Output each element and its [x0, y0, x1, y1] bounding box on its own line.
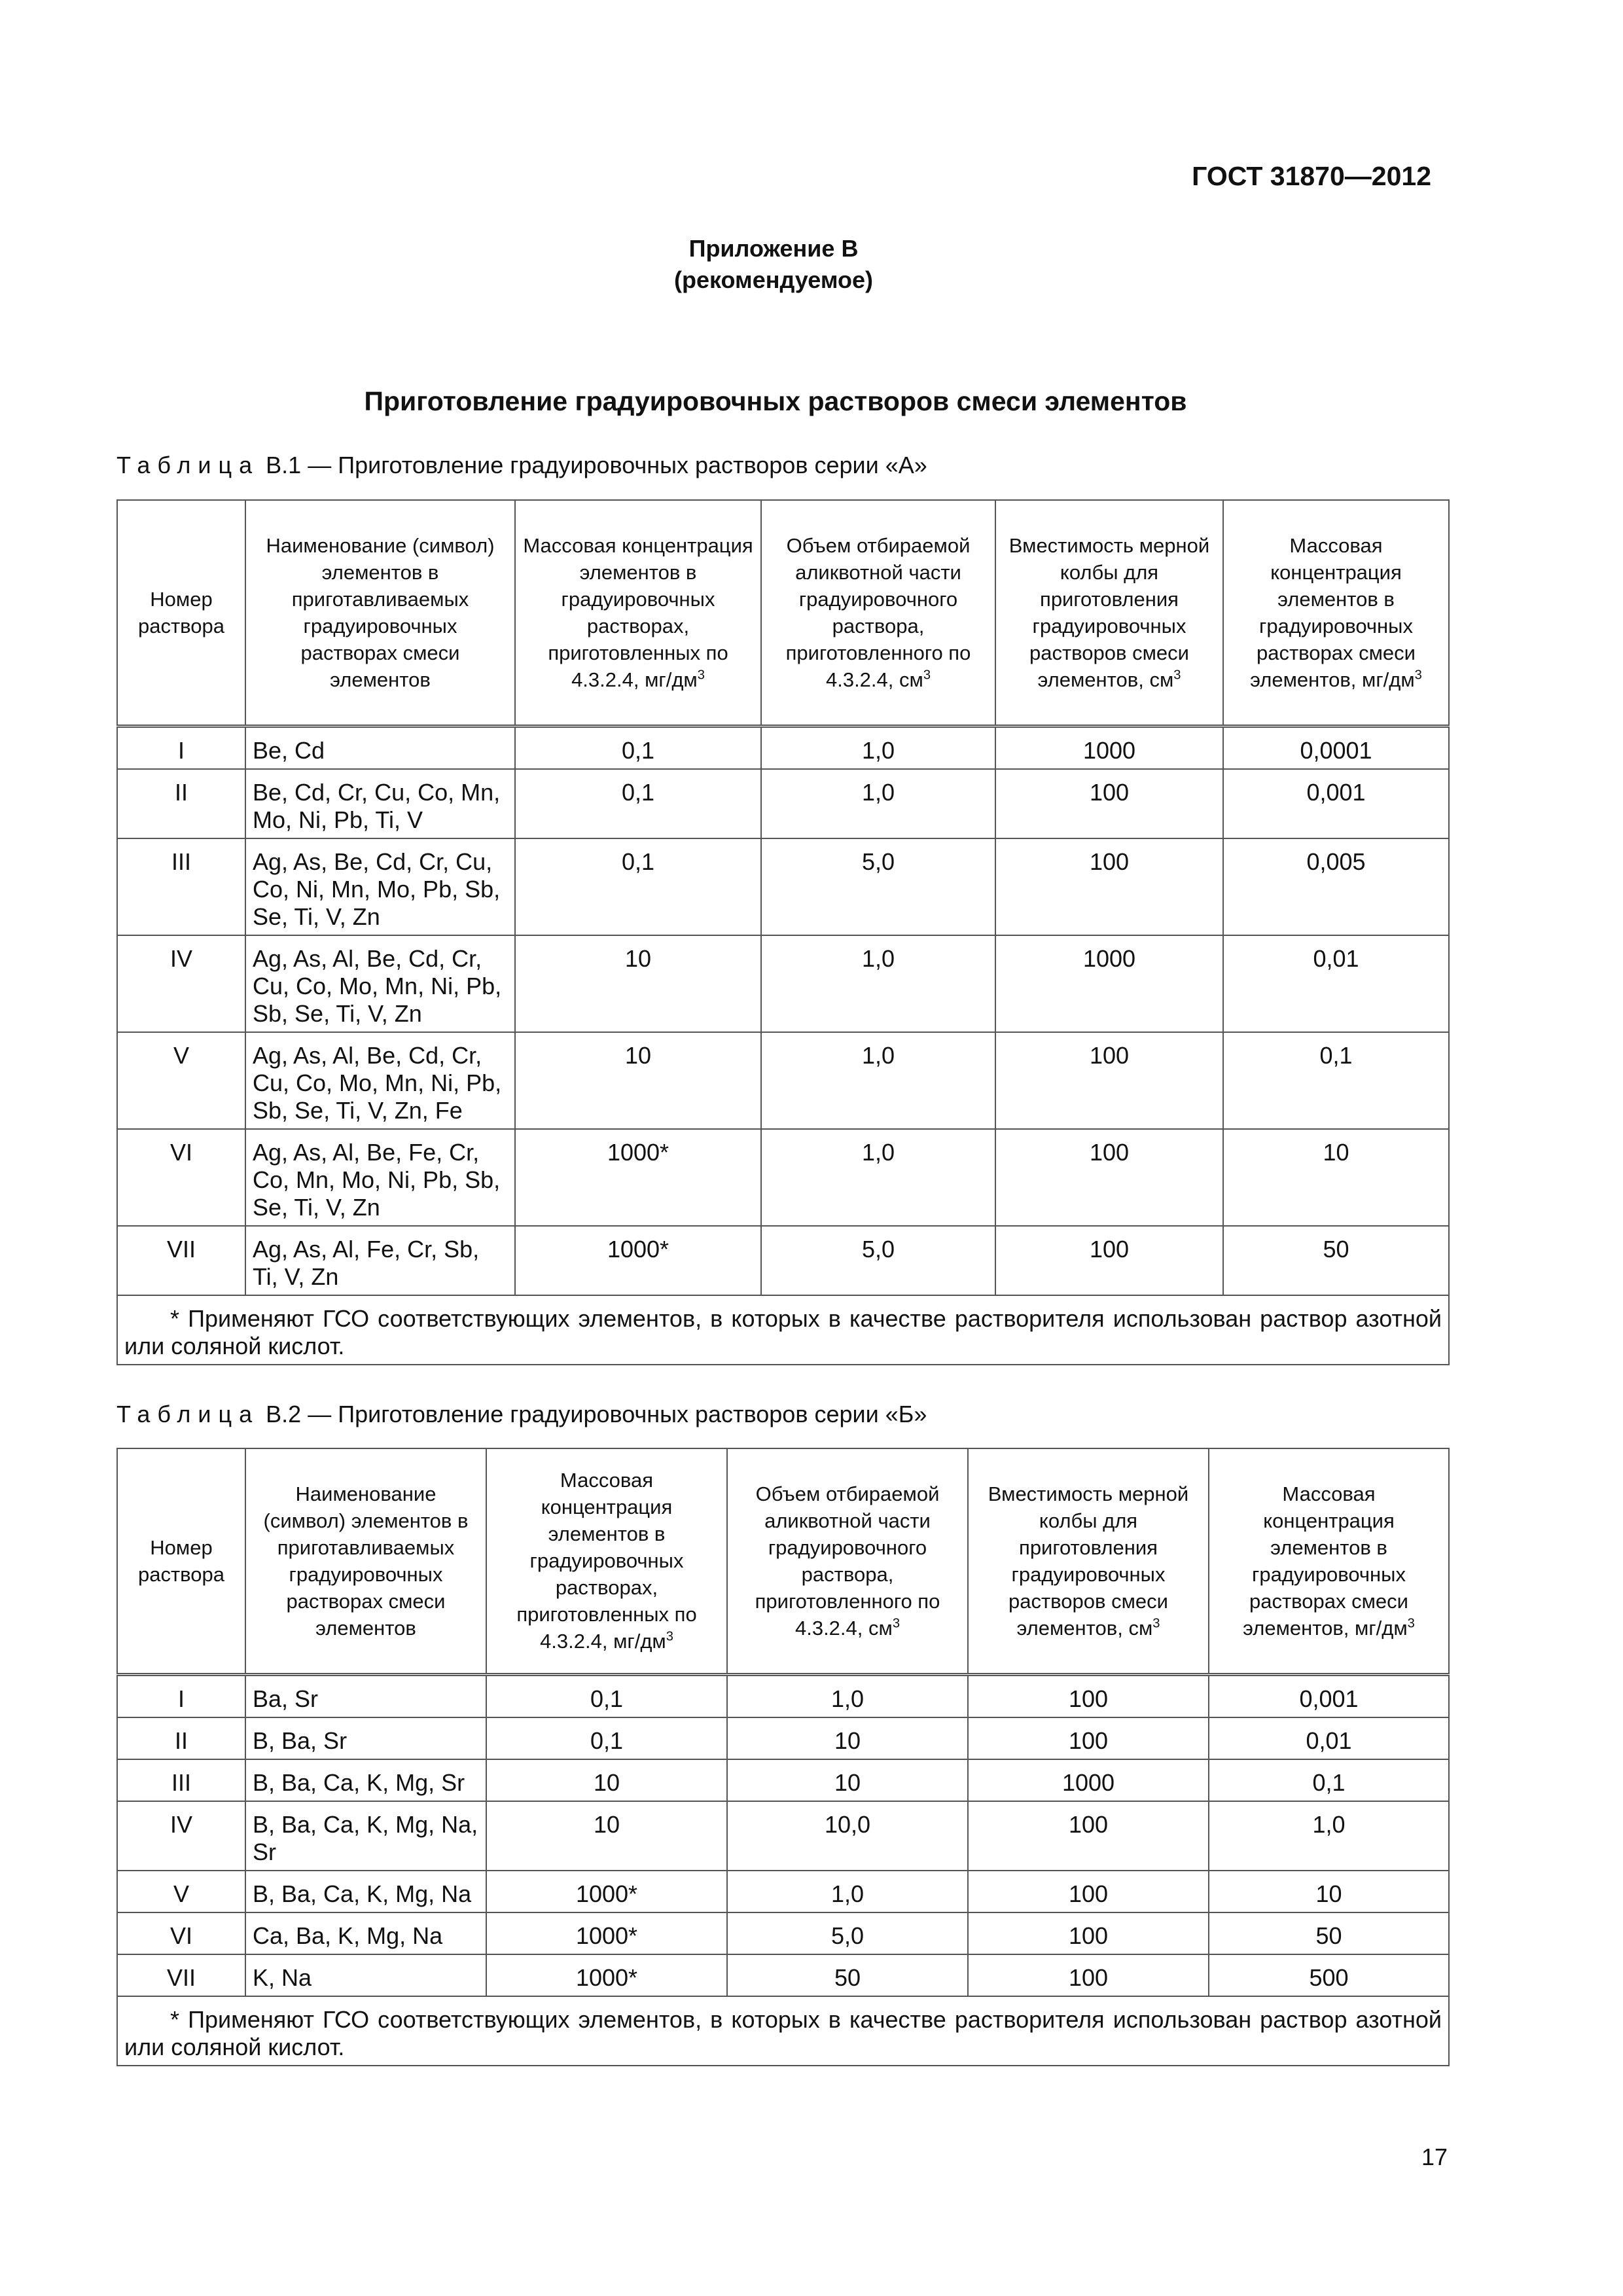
table1-caption	[116, 452, 927, 479]
row-aliquot: 1,0	[727, 1871, 968, 1912]
table1-caption-text: В.1 — Приготовление градуировочных растворов серии «А»	[259, 452, 927, 478]
table-row	[117, 838, 1449, 935]
row-aliquot: 5,0	[761, 1226, 995, 1295]
table1-header-flask-volume: Вместимость мерной колбы для приготовления градуировочных растворов смеси элементов, $см^3$	[995, 500, 1223, 726]
table-row	[117, 1801, 1449, 1871]
row-concentration: 10	[486, 1801, 727, 1871]
row-flask-volume: 100	[995, 1032, 1223, 1129]
row-flask-volume: 100	[968, 1871, 1209, 1912]
row-concentration: 0,1	[486, 1717, 727, 1759]
row-concentration: 10	[486, 1759, 727, 1801]
table-row	[117, 935, 1449, 1032]
row-elements: B, Ba, Ca, K, Mg, Na, Sr	[245, 1801, 486, 1871]
row-mix-concentration: 10	[1223, 1129, 1449, 1226]
row-mix-concentration: 0,1	[1209, 1759, 1449, 1801]
row-number: V	[117, 1032, 245, 1129]
row-number: IV	[117, 935, 245, 1032]
row-mix-concentration: 50	[1223, 1226, 1449, 1295]
table1-header-number: Номер раствора	[117, 500, 245, 726]
row-flask-volume: 100	[995, 1226, 1223, 1295]
row-number: VI	[117, 1912, 245, 1954]
table2-header-number: Номер раствора	[117, 1448, 245, 1674]
row-concentration: 1000*	[515, 1129, 761, 1226]
row-aliquot: 50	[727, 1954, 968, 1996]
row-number: II	[117, 1717, 245, 1759]
row-mix-concentration: 0,0001	[1223, 726, 1449, 769]
row-number: III	[117, 838, 245, 935]
table-row	[117, 1871, 1449, 1912]
row-flask-volume: 1000	[995, 935, 1223, 1032]
row-flask-volume: 1000	[968, 1759, 1209, 1801]
table-row	[117, 769, 1449, 838]
row-mix-concentration: 0,001	[1223, 769, 1449, 838]
table-row	[117, 1226, 1449, 1295]
table1-caption-label: Таблица	[116, 452, 260, 478]
row-mix-concentration: 50	[1209, 1912, 1449, 1954]
row-number: V	[117, 1871, 245, 1912]
row-aliquot: 1,0	[761, 1129, 995, 1226]
table2-header-concentration: Массовая концентрация элементов в градуировочных растворах, приготовленных по 4.3.2.4, $мг/дм^3$	[486, 1448, 727, 1674]
row-concentration: 10	[515, 1032, 761, 1129]
table2-note: * Применяют ГСО соответствующих элементов, в которых в качестве растворителя использован раствор азотной или соляной кислот.	[117, 1996, 1449, 2066]
row-flask-volume: 100	[968, 1717, 1209, 1759]
row-aliquot: 1,0	[727, 1674, 968, 1717]
row-flask-volume: 100	[968, 1954, 1209, 1996]
row-mix-concentration: 0,005	[1223, 838, 1449, 935]
row-flask-volume: 1000	[995, 726, 1223, 769]
table-row	[117, 1759, 1449, 1801]
table2	[116, 1448, 1450, 2066]
row-aliquot: 10,0	[727, 1801, 968, 1871]
table1	[116, 499, 1450, 1365]
row-aliquot: 10	[727, 1717, 968, 1759]
row-elements: Be, Cd	[245, 726, 515, 769]
row-number: II	[117, 769, 245, 838]
row-mix-concentration: 0,1	[1223, 1032, 1449, 1129]
table-row	[117, 1954, 1449, 1996]
table2-caption	[116, 1401, 927, 1428]
row-mix-concentration: 0,001	[1209, 1674, 1449, 1717]
row-elements: B, Ba, Ca, K, Mg, Sr	[245, 1759, 486, 1801]
row-elements: B, Ba, Ca, K, Mg, Na	[245, 1871, 486, 1912]
row-number: VI	[117, 1129, 245, 1226]
row-aliquot: 5,0	[727, 1912, 968, 1954]
table2-header-flask-volume: Вместимость мерной колбы для приготовления градуировочных растворов смеси элементов, $см^3$	[968, 1448, 1209, 1674]
row-aliquot: 1,0	[761, 935, 995, 1032]
table2-header-aliquot: Объем отбираемой аликвотной части градуировочного раствора, приготовленного по 4.3.2.4, $см^3$	[727, 1448, 968, 1674]
row-elements: B, Ba, Sr	[245, 1717, 486, 1759]
row-concentration: 0,1	[515, 769, 761, 838]
table2-header-elements: Наименование (символ) элементов в приготавливаемых градуировочных растворах смеси элементов	[245, 1448, 486, 1674]
table1-header-elements: Наименование (символ) элементов в приготавливаемых градуировочных растворах смеси элементов	[245, 500, 515, 726]
row-elements: Ag, As, Al, Fe, Cr, Sb, Ti, V, Zn	[245, 1226, 515, 1295]
row-elements: Ba, Sr	[245, 1674, 486, 1717]
row-number: III	[117, 1759, 245, 1801]
row-flask-volume: 100	[968, 1912, 1209, 1954]
row-concentration: 0,1	[515, 838, 761, 935]
row-aliquot: 1,0	[761, 769, 995, 838]
row-concentration: 1000*	[486, 1912, 727, 1954]
table-note-row	[117, 1996, 1449, 2066]
table2-caption-text: В.2 — Приготовление градуировочных растворов серии «Б»	[259, 1401, 927, 1427]
table-row	[117, 1674, 1449, 1717]
row-number: VII	[117, 1226, 245, 1295]
row-number: I	[117, 726, 245, 769]
row-elements: Ag, As, Al, Be, Cd, Cr, Cu, Co, Mo, Mn, Ni, Pb, Sb, Se, Ti, V, Zn	[245, 935, 515, 1032]
table1-header-mix-concentration: Массовая концентрация элементов в градуировочных растворах смеси элементов, $мг/дм^3$	[1223, 500, 1449, 726]
row-mix-concentration: 1,0	[1209, 1801, 1449, 1871]
row-concentration: 10	[515, 935, 761, 1032]
table2-caption-label: Таблица	[116, 1401, 260, 1427]
table1-header-aliquot: Объем отбираемой аликвотной части градуировочного раствора, приготовленного по 4.3.2.4, $см^3$	[761, 500, 995, 726]
row-number: I	[117, 1674, 245, 1717]
row-elements: Ag, As, Al, Be, Fe, Cr, Co, Mn, Mo, Ni, Pb, Sb, Se, Ti, V, Zn	[245, 1129, 515, 1226]
row-aliquot: 1,0	[761, 1032, 995, 1129]
table1-header-concentration: Массовая концентрация элементов в градуировочных растворах, приготовленных по 4.3.2.4, $мг/дм^3$	[515, 500, 761, 726]
row-concentration: 1000*	[486, 1954, 727, 1996]
table-row	[117, 1129, 1449, 1226]
row-mix-concentration: 500	[1209, 1954, 1449, 1996]
table-row	[117, 1032, 1449, 1129]
row-elements: Ca, Ba, K, Mg, Na	[245, 1912, 486, 1954]
row-flask-volume: 100	[995, 1129, 1223, 1226]
row-mix-concentration: 10	[1209, 1871, 1449, 1912]
section-title: Приготовление градуировочных растворов смеси элементов	[364, 386, 1187, 416]
table-row	[117, 726, 1449, 769]
page-number: 17	[1421, 2144, 1448, 2170]
table2-header-mix-concentration: Массовая концентрация элементов в градуировочных растворах смеси элементов, $мг/дм^3$	[1209, 1448, 1449, 1674]
row-flask-volume: 100	[968, 1674, 1209, 1717]
appendix-title: Приложение В	[688, 235, 859, 262]
table1-note: * Применяют ГСО соответствующих элементов, в которых в качестве растворителя использован раствор азотной или соляной кислот.	[117, 1295, 1449, 1365]
row-concentration: 1000*	[515, 1226, 761, 1295]
row-aliquot: 10	[727, 1759, 968, 1801]
row-aliquot: 1,0	[761, 726, 995, 769]
row-elements: K, Na	[245, 1954, 486, 1996]
row-concentration: 1000*	[486, 1871, 727, 1912]
row-flask-volume: 100	[995, 769, 1223, 838]
row-elements: Ag, As, Be, Cd, Cr, Cu, Co, Ni, Mn, Mo, Pb, Sb, Se, Ti, V, Zn	[245, 838, 515, 935]
row-flask-volume: 100	[968, 1801, 1209, 1871]
row-concentration: 0,1	[515, 726, 761, 769]
row-mix-concentration: 0,01	[1223, 935, 1449, 1032]
row-elements: Ag, As, Al, Be, Cd, Cr, Cu, Co, Mo, Mn, Ni, Pb, Sb, Se, Ti, V, Zn, Fe	[245, 1032, 515, 1129]
document-code: ГОСТ 31870—2012	[1192, 161, 1431, 191]
table-row	[117, 1912, 1449, 1954]
row-concentration: 0,1	[486, 1674, 727, 1717]
appendix-heading	[0, 233, 1547, 296]
row-flask-volume: 100	[995, 838, 1223, 935]
row-aliquot: 5,0	[761, 838, 995, 935]
appendix-status: (рекомендуемое)	[674, 266, 873, 293]
row-mix-concentration: 0,01	[1209, 1717, 1449, 1759]
row-number: IV	[117, 1801, 245, 1871]
table-note-row	[117, 1295, 1449, 1365]
row-number: VII	[117, 1954, 245, 1996]
table-row	[117, 1717, 1449, 1759]
row-elements: Be, Cd, Cr, Cu, Co, Mn, Mo, Ni, Pb, Ti, V	[245, 769, 515, 838]
